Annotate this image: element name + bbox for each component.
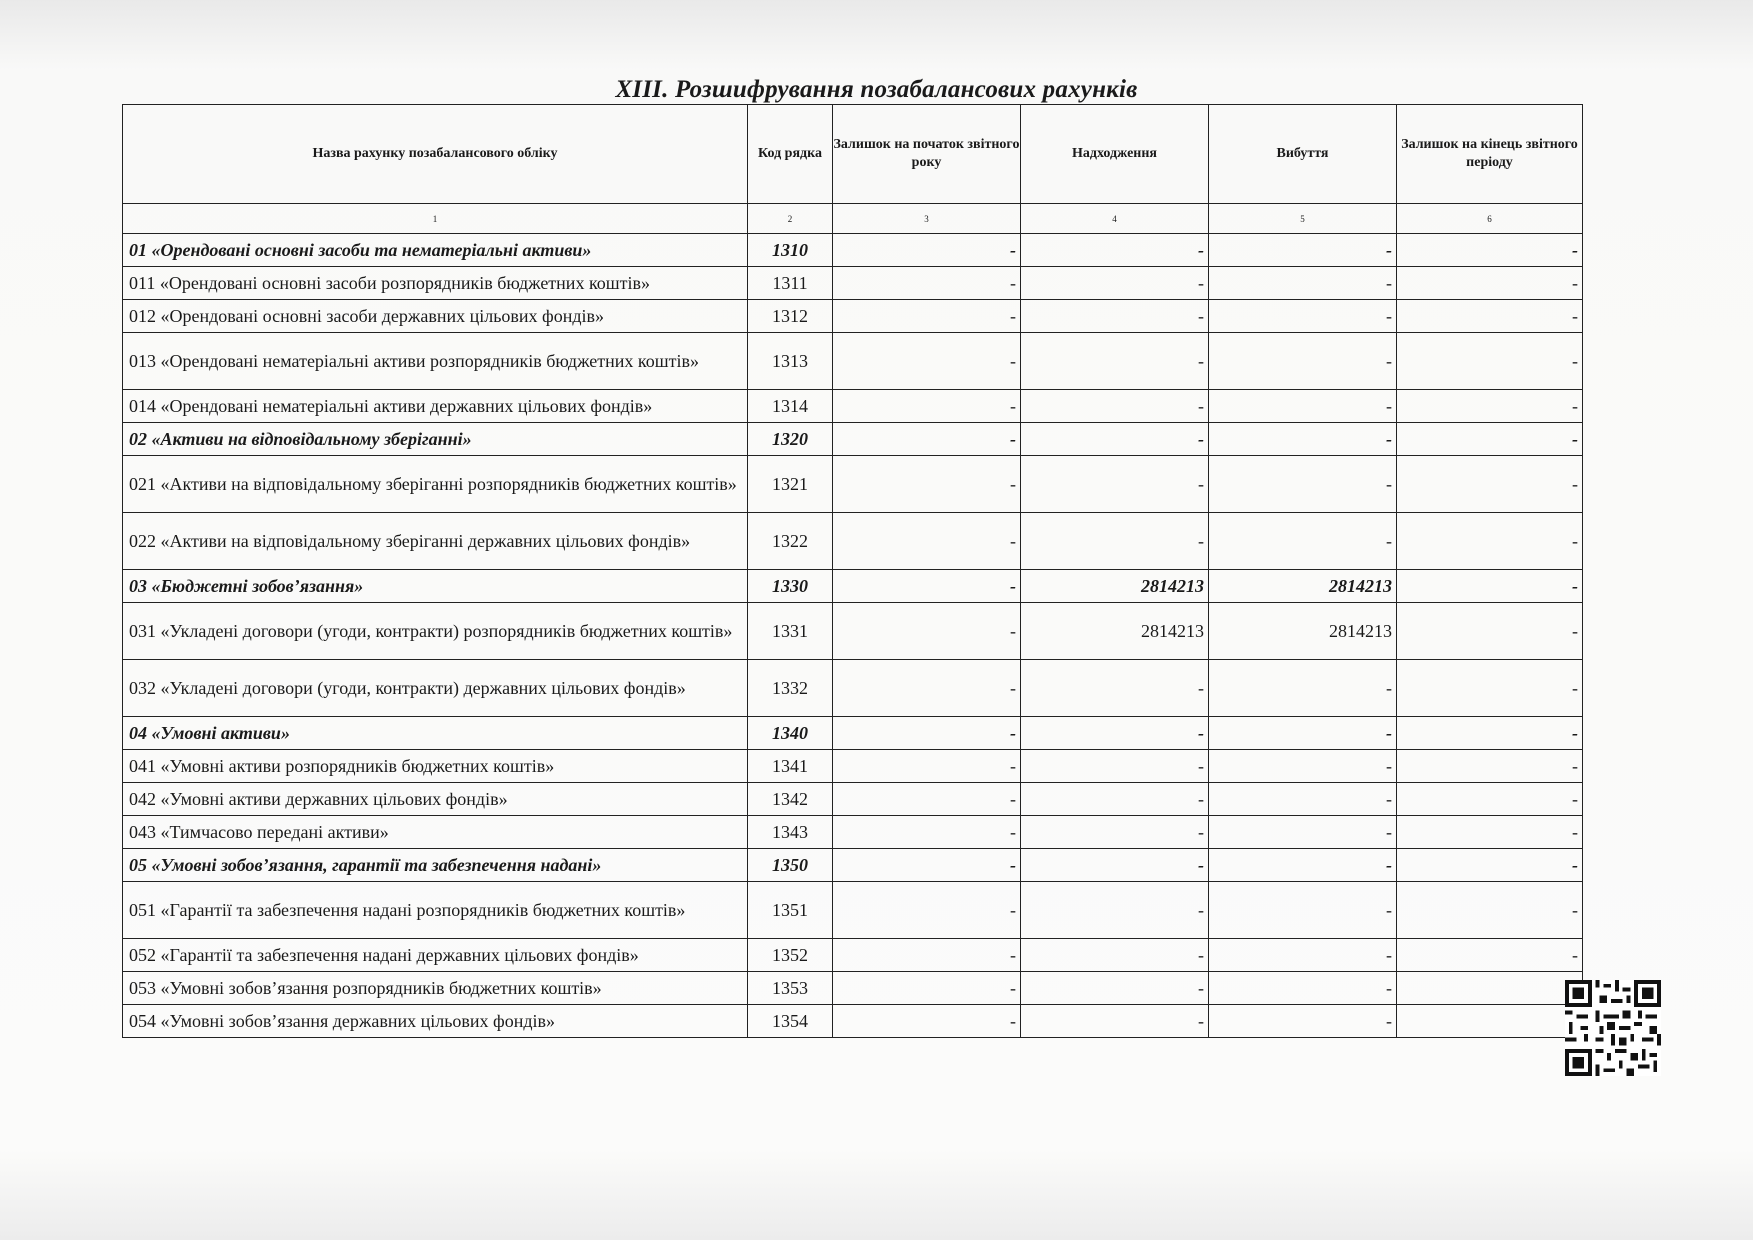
table-row [123,1005,1583,1038]
account-name-cell: 011 «Орендовані основні засоби розпорядників бюджетних коштів» [123,267,748,300]
account-name-cell: 03 «Бюджетні зобов’язання» [123,570,748,603]
start-balance-cell: - [833,267,1021,300]
outflow-cell: - [1209,882,1397,939]
account-name-cell: 054 «Умовні зобов’язання державних цільових фондів» [123,1005,748,1038]
account-name-cell: 053 «Умовні зобов’язання розпорядників бюджетних коштів» [123,972,748,1005]
start-balance-cell: - [833,750,1021,783]
row-code-cell: 1350 [748,849,833,882]
start-balance-cell: - [833,423,1021,456]
account-name-cell: 022 «Активи на відповідальному зберіганні державних цільових фондів» [123,513,748,570]
account-name-cell: 021 «Активи на відповідальному зберіганні розпорядників бюджетних коштів» [123,456,748,513]
column-number: 5 [1209,204,1397,234]
table-row [123,456,1583,513]
table-row [123,750,1583,783]
income-cell: - [1021,456,1209,513]
row-code-cell: 1343 [748,816,833,849]
account-name-cell: 04 «Умовні активи» [123,717,748,750]
end-balance-cell: - [1397,267,1583,300]
header-end-balance: Залишок на кінець звітного періоду [1397,105,1583,204]
income-cell: - [1021,333,1209,390]
end-balance-cell: - [1397,300,1583,333]
end-balance-cell: - [1397,750,1583,783]
end-balance-cell: - [1397,390,1583,423]
end-balance-cell: - [1397,660,1583,717]
start-balance-cell: - [833,603,1021,660]
end-balance-cell [1397,972,1583,1005]
outflow-cell: - [1209,513,1397,570]
income-cell: - [1021,882,1209,939]
start-balance-cell: - [833,816,1021,849]
income-cell: - [1021,267,1209,300]
table-row [123,333,1583,390]
outflow-cell: - [1209,234,1397,267]
account-name-cell: 012 «Орендовані основні засоби державних цільових фондів» [123,300,748,333]
outflow-cell: - [1209,939,1397,972]
table-row [123,423,1583,456]
table-row [123,390,1583,423]
account-name-cell: 032 «Укладені договори (угоди, контракти) державних цільових фондів» [123,660,748,717]
account-name-cell: 052 «Гарантії та забезпечення надані державних цільових фондів» [123,939,748,972]
table-row [123,300,1583,333]
start-balance-cell: - [833,300,1021,333]
end-balance-cell: - [1397,234,1583,267]
row-code-cell: 1353 [748,972,833,1005]
outflow-cell: - [1209,390,1397,423]
row-code-cell: 1322 [748,513,833,570]
column-number: 1 [123,204,748,234]
outflow-cell: - [1209,267,1397,300]
outflow-cell: 2814213 [1209,570,1397,603]
end-balance-cell: - [1397,423,1583,456]
outflow-cell: - [1209,783,1397,816]
outflow-cell: - [1209,816,1397,849]
row-code-cell: 1341 [748,750,833,783]
income-cell: - [1021,300,1209,333]
account-name-cell: 042 «Умовні активи державних цільових фондів» [123,783,748,816]
end-balance-cell: - [1397,570,1583,603]
outflow-cell: - [1209,660,1397,717]
header-outflow: Вибуття [1209,105,1397,204]
end-balance-cell: - [1397,939,1583,972]
start-balance-cell: - [833,939,1021,972]
end-balance-cell: - [1397,333,1583,390]
header-row [123,105,1583,204]
income-cell: 2814213 [1021,570,1209,603]
row-code-cell: 1314 [748,390,833,423]
row-code-cell: 1340 [748,717,833,750]
income-cell: - [1021,972,1209,1005]
row-code-cell: 1321 [748,456,833,513]
outflow-cell: 2814213 [1209,603,1397,660]
table-row [123,939,1583,972]
income-cell: - [1021,750,1209,783]
header-account-name: Назва рахунку позабалансового обліку [123,105,748,204]
start-balance-cell: - [833,570,1021,603]
account-name-cell: 02 «Активи на відповідальному зберіганні» [123,423,748,456]
outflow-cell: - [1209,423,1397,456]
table-row [123,816,1583,849]
table-row [123,849,1583,882]
table-row [123,783,1583,816]
outflow-cell: - [1209,849,1397,882]
start-balance-cell: - [833,1005,1021,1038]
income-cell: - [1021,513,1209,570]
outflow-cell: - [1209,333,1397,390]
income-cell: - [1021,783,1209,816]
table-row [123,717,1583,750]
page-title: XIII. Розшифрування позабалансових рахунків [615,76,1138,103]
column-number-row [123,204,1583,234]
table-body [123,234,1583,1038]
account-name-cell: 014 «Орендовані нематеріальні активи державних цільових фондів» [123,390,748,423]
start-balance-cell: - [833,333,1021,390]
row-code-cell: 1352 [748,939,833,972]
end-balance-cell: - [1397,849,1583,882]
row-code-cell: 1310 [748,234,833,267]
end-balance-cell: - [1397,882,1583,939]
row-code-cell: 1331 [748,603,833,660]
account-name-cell: 01 «Орендовані основні засоби та нематеріальні активи» [123,234,748,267]
table-row [123,267,1583,300]
account-name-cell: 041 «Умовні активи розпорядників бюджетних коштів» [123,750,748,783]
income-cell: - [1021,939,1209,972]
outflow-cell: - [1209,717,1397,750]
end-balance-cell: - [1397,717,1583,750]
account-name-cell: 043 «Тимчасово передані активи» [123,816,748,849]
row-code-cell: 1320 [748,423,833,456]
row-code-cell: 1312 [748,300,833,333]
end-balance-cell: - [1397,816,1583,849]
outflow-cell: - [1209,1005,1397,1038]
end-balance-cell [1397,1005,1583,1038]
outflow-cell: - [1209,300,1397,333]
income-cell: - [1021,234,1209,267]
row-code-cell: 1354 [748,1005,833,1038]
header-start-balance: Залишок на початок звітного року [833,105,1021,204]
income-cell: - [1021,816,1209,849]
account-name-cell: 05 «Умовні зобов’язання, гарантії та забезпечення надані» [123,849,748,882]
column-number: 4 [1021,204,1209,234]
row-code-cell: 1342 [748,783,833,816]
end-balance-cell: - [1397,783,1583,816]
outflow-cell: - [1209,456,1397,513]
income-cell: 2814213 [1021,603,1209,660]
table-row [123,603,1583,660]
start-balance-cell: - [833,660,1021,717]
row-code-cell: 1330 [748,570,833,603]
end-balance-cell: - [1397,456,1583,513]
table-row [123,972,1583,1005]
income-cell: - [1021,717,1209,750]
outflow-cell: - [1209,972,1397,1005]
start-balance-cell: - [833,234,1021,267]
row-code-cell: 1332 [748,660,833,717]
header-income: Надходження [1021,105,1209,204]
column-number: 2 [748,204,833,234]
table-row [123,882,1583,939]
account-name-cell: 031 «Укладені договори (угоди, контракти) розпорядників бюджетних коштів» [123,603,748,660]
column-number: 3 [833,204,1021,234]
row-code-cell: 1311 [748,267,833,300]
start-balance-cell: - [833,849,1021,882]
income-cell: - [1021,1005,1209,1038]
income-cell: - [1021,390,1209,423]
table-row [123,513,1583,570]
outflow-cell: - [1209,750,1397,783]
table-row [123,234,1583,267]
income-cell: - [1021,423,1209,456]
start-balance-cell: - [833,456,1021,513]
table-row [123,660,1583,717]
start-balance-cell: - [833,513,1021,570]
start-balance-cell: - [833,882,1021,939]
end-balance-cell: - [1397,603,1583,660]
end-balance-cell: - [1397,513,1583,570]
qr-code-icon [1565,980,1661,1076]
start-balance-cell: - [833,717,1021,750]
off-balance-accounts-table [122,104,1583,1038]
income-cell: - [1021,849,1209,882]
start-balance-cell: - [833,972,1021,1005]
income-cell: - [1021,660,1209,717]
table-row [123,570,1583,603]
header-row-code: Код рядка [748,105,833,204]
row-code-cell: 1351 [748,882,833,939]
column-number: 6 [1397,204,1583,234]
start-balance-cell: - [833,390,1021,423]
start-balance-cell: - [833,783,1021,816]
account-name-cell: 013 «Орендовані нематеріальні активи розпорядників бюджетних коштів» [123,333,748,390]
row-code-cell: 1313 [748,333,833,390]
account-name-cell: 051 «Гарантії та забезпечення надані розпорядників бюджетних коштів» [123,882,748,939]
